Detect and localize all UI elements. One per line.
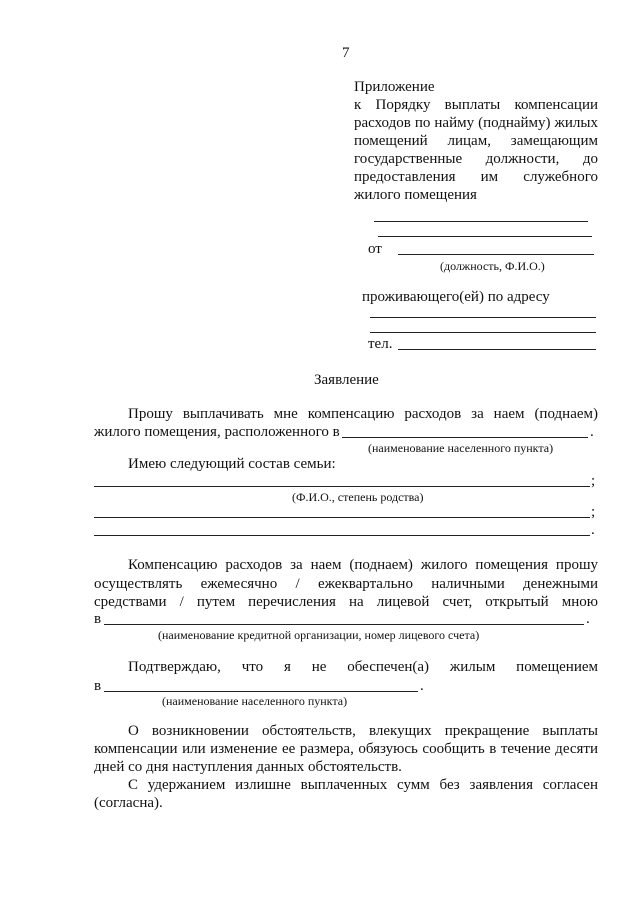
paragraph-line: С удержанием излишне выплаченных сумм без заявления согласен	[128, 777, 598, 793]
bank-field[interactable]	[104, 624, 584, 625]
phone-field[interactable]	[398, 349, 596, 350]
settlement-caption-2: (наименование населенного пункта)	[162, 694, 348, 708]
appendix-title: Приложение	[354, 79, 435, 95]
punctuation: .	[590, 424, 594, 440]
page-number: 7	[342, 45, 350, 61]
family-caption: (Ф.И.О., степень родства)	[292, 490, 424, 504]
address-field[interactable]	[370, 317, 596, 318]
paragraph-line: дней со дня наступления данных обстоятельств.	[94, 759, 402, 775]
punctuation: .	[420, 678, 424, 694]
address-field[interactable]	[370, 332, 596, 333]
address-label: проживающего(ей) по адресу	[362, 289, 550, 305]
paragraph-line: средствами / путем перечисления на лицевой счет, открытый мною	[94, 594, 598, 610]
in-label: в	[94, 678, 102, 694]
from-field[interactable]	[398, 254, 594, 255]
paragraph-line: компенсации или изменение ее размера, обязуюсь сообщить в течение десяти	[94, 741, 598, 757]
appendix-line: к Порядку выплаты компенсации	[354, 97, 598, 113]
family-field[interactable]	[94, 517, 590, 518]
family-field[interactable]	[94, 486, 590, 487]
from-caption: (должность, Ф.И.О.)	[440, 259, 545, 273]
paragraph-line: Прошу выплачивать мне компенсацию расходов за наем (поднаем)	[128, 406, 598, 422]
paragraph-line: О возникновении обстоятельств, влекущих прекращение выплаты	[128, 723, 598, 739]
punctuation: ;	[591, 473, 596, 489]
appendix-line: помещений лицам, замещающим	[354, 133, 598, 149]
paragraph-line: осуществлять ежемесячно / ежеквартально наличными денежными	[94, 576, 598, 592]
bank-caption: (наименование кредитной организации, номер лицевого счета)	[158, 628, 480, 642]
family-field[interactable]	[94, 535, 590, 536]
family-intro: Имею следующий состав семьи:	[128, 456, 336, 472]
punctuation: .	[586, 611, 590, 627]
paragraph-line: Подтверждаю, что я не обеспечен(а) жилым помещением	[128, 659, 598, 675]
appendix-line: предоставления им служебного	[354, 169, 598, 185]
settlement-caption: (наименование населенного пункта)	[368, 441, 554, 455]
statement-title: Заявление	[314, 372, 379, 388]
punctuation: ;	[591, 504, 596, 520]
recipient-line[interactable]	[378, 236, 592, 237]
appendix-line: государственные должности, до	[354, 151, 598, 167]
recipient-line[interactable]	[374, 221, 588, 222]
appendix-line: расходов по найму (поднайму) жилых	[354, 115, 598, 131]
settlement-field[interactable]	[342, 437, 588, 438]
settlement-field-2[interactable]	[104, 691, 418, 692]
phone-label: тел.	[368, 336, 393, 352]
paragraph-line: (согласна).	[94, 795, 163, 811]
paragraph-line: Компенсацию расходов за наем (поднаем) жилого помещения прошу	[128, 557, 598, 573]
in-label: в	[94, 611, 102, 627]
punctuation: .	[591, 522, 595, 538]
paragraph-line: жилого помещения, расположенного в	[94, 424, 340, 440]
appendix-line: жилого помещения	[354, 187, 477, 203]
from-label: от	[368, 241, 382, 257]
